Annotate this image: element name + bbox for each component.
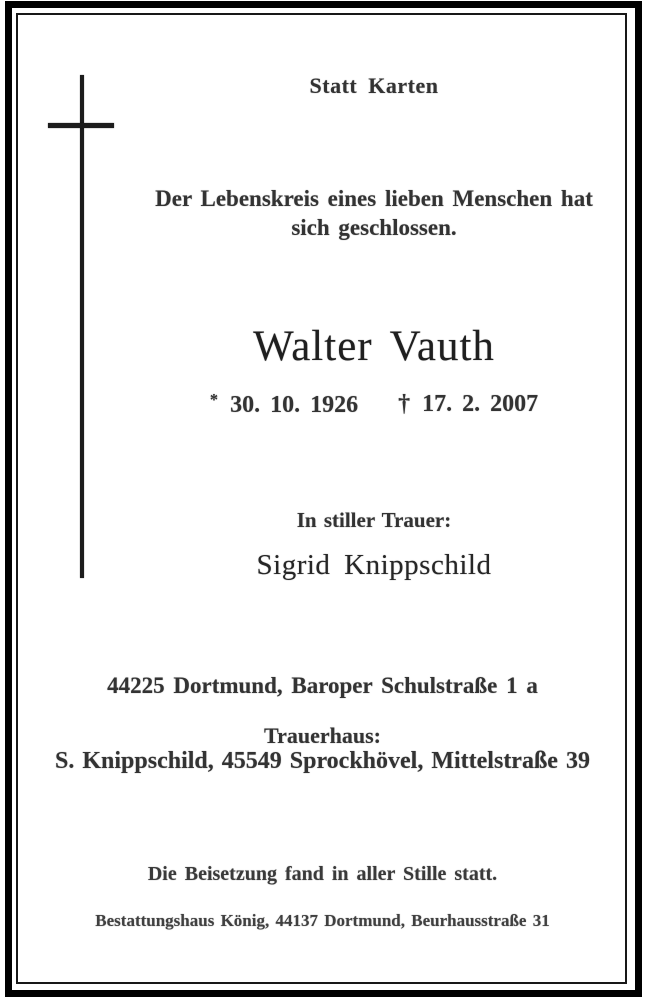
death-dagger-symbol: † (398, 391, 413, 417)
birth-date-value: 30. 10. 1926 (230, 391, 359, 418)
trauerhaus-address: S. Knippschild, 45549 Sprockhövel, Mittelstraße 39 (55, 748, 590, 774)
mourning-intro: In stiller Trauer: (296, 508, 452, 532)
mourner-name: Sigrid Knippschild (256, 549, 492, 581)
inner-frame-border (16, 13, 627, 984)
birth-star-symbol: * (209, 390, 221, 409)
trauerhaus-label: Trauerhaus: (264, 723, 381, 748)
preamble-text: Statt Karten (309, 73, 439, 98)
opening-sentence (104, 184, 644, 242)
cross-vertical-bar (80, 75, 84, 578)
death-date-value: 17. 2. 2007 (422, 391, 539, 417)
birth-date (210, 391, 358, 419)
funeral-home-line: Bestattungshaus König, 44137 Dortmund, Beurhausstraße 31 (95, 911, 550, 930)
mourner-address: 44225 Dortmund, Baroper Schulstraße 1 a (107, 673, 538, 698)
deceased-name: Walter Vauth (253, 323, 495, 370)
burial-note: Die Beisetzung fand in aller Stille statt. (147, 863, 498, 885)
opening-line-2: sich geschlossen. (291, 215, 457, 240)
cross-horizontal-bar (48, 123, 114, 128)
life-dates (104, 391, 644, 419)
opening-line-1: Der Lebenskreis eines lieben Menschen hat (155, 186, 593, 211)
death-date (398, 391, 538, 419)
